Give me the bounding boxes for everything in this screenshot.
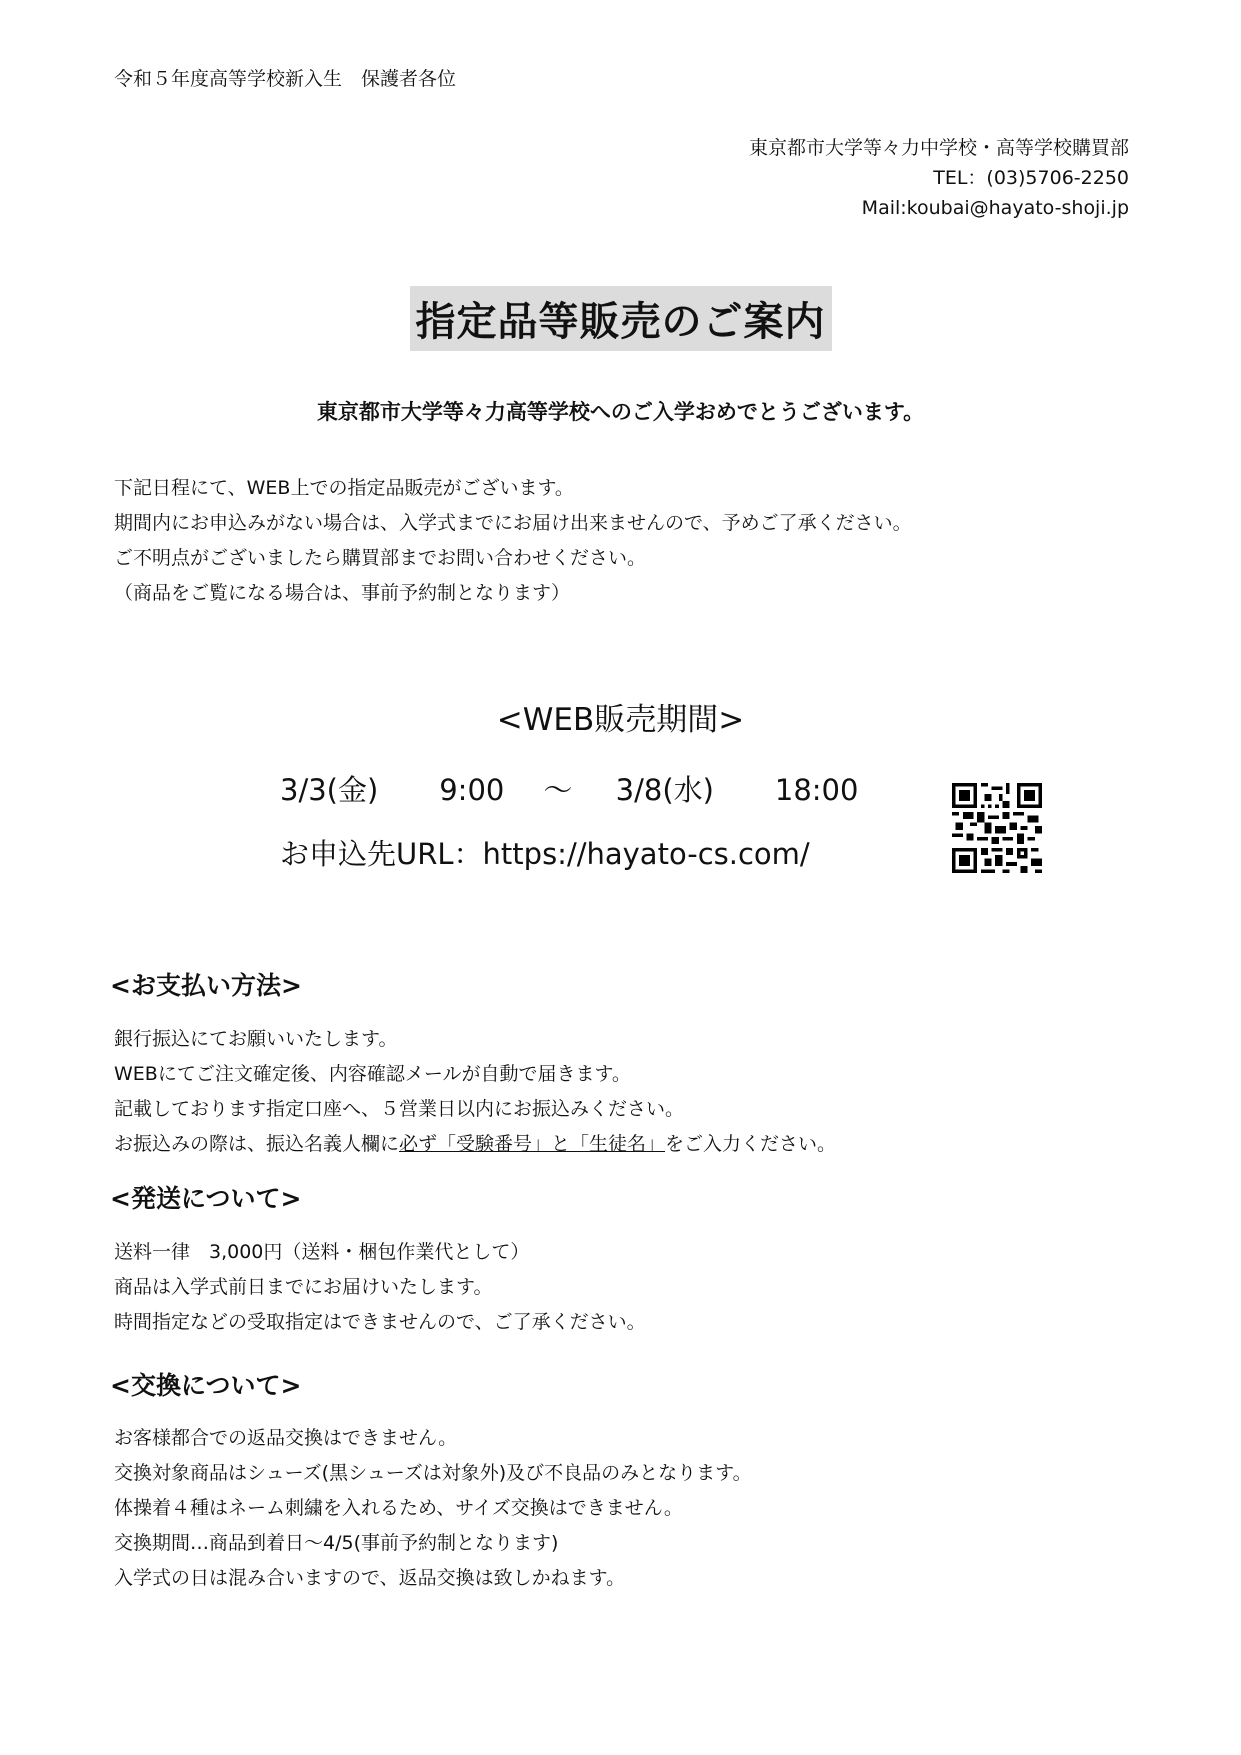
intro-line: 下記日程にて、WEB上での指定品販売がございます。 xyxy=(114,477,574,499)
start-date: 3/3(金) xyxy=(280,773,379,807)
web-sale-heading: <WEB販売期間> xyxy=(496,702,745,738)
title-wrap xyxy=(0,286,1241,351)
exchange-heading: <交換について> xyxy=(110,1371,302,1400)
exchange-line: 交換対象商品はシューズ(黒シューズは対象外)及び不良品のみとなります。 xyxy=(114,1462,752,1484)
sender-mail: Mail:koubai@hayato-shoji.jp xyxy=(861,197,1129,219)
payment-last-underlined: 必ず「受験番号」と「生徒名」 xyxy=(399,1133,666,1155)
sender-org: 東京都市大学等々力中学校・高等学校購買部 xyxy=(748,137,1129,159)
end-date: 3/8(水) xyxy=(615,773,714,807)
shipping-body xyxy=(114,1235,646,1340)
sender-tel: TEL：(03)5706-2250 xyxy=(933,167,1129,189)
payment-line-important xyxy=(114,1127,836,1162)
exchange-line: 体操着４種はネーム刺繍を入れるため、サイズ交換はできません。 xyxy=(114,1497,683,1519)
payment-line: WEBにてご注文確定後、内容確認メールが自動で届きます。 xyxy=(114,1063,631,1085)
payment-heading: <お支払い方法> xyxy=(110,971,302,1000)
exchange-line: 交換期間…商品到着日～4/5(事前予約制となります) xyxy=(114,1532,559,1554)
start-time: 9:00 xyxy=(439,773,505,807)
payment-line: 記載しております指定口座へ、５営業日以内にお振込みください。 xyxy=(114,1098,685,1120)
application-url-row xyxy=(280,832,810,873)
end-time: 18:00 xyxy=(774,773,859,807)
exchange-line: お客様都合での返品交換はできません。 xyxy=(114,1427,458,1449)
shipping-heading: <発送について> xyxy=(110,1184,302,1213)
period-tilde: ～ xyxy=(543,773,573,807)
sender-block xyxy=(749,133,1129,223)
congratulations-line: 東京都市大学等々力高等学校へのご入学おめでとうございます。 xyxy=(316,400,925,424)
intro-paragraph xyxy=(114,471,912,611)
payment-last-suffix: をご入力ください。 xyxy=(665,1133,837,1155)
shipping-line: 商品は入学式前日までにお届けいたします。 xyxy=(114,1276,493,1298)
shipping-line: 時間指定などの受取指定はできませんので、ご了承ください。 xyxy=(114,1311,646,1333)
intro-line: 期間内にお申込みがない場合は、入学式までにお届け出来ませんので、予めご了承ください。 xyxy=(114,512,912,534)
sale-period xyxy=(280,768,858,809)
url-label: お申込先URL： xyxy=(280,837,483,871)
exchange-line: 入学式の日は混み合いますので、返品交換は致しかねます。 xyxy=(114,1567,626,1589)
payment-line: 銀行振込にてお願いいたします。 xyxy=(114,1028,398,1050)
exchange-body xyxy=(114,1421,752,1596)
qr-code-icon[interactable] xyxy=(952,783,1042,873)
payment-body xyxy=(114,1022,836,1162)
intro-line: ご不明点がございましたら購買部までお問い合わせください。 xyxy=(114,547,647,569)
payment-last-prefix: お振込みの際は、振込名義人欄に xyxy=(114,1133,400,1155)
recipient-line: 令和５年度高等学校新入生 保護者各位 xyxy=(114,68,457,90)
page-title: 指定品等販売のご案内 xyxy=(410,286,832,351)
intro-line: （商品をご覧になる場合は、事前予約制となります） xyxy=(114,582,571,604)
application-url-link[interactable]: https://hayato-cs.com/ xyxy=(482,837,810,871)
shipping-line: 送料一律 3,000円（送料・梱包作業代として） xyxy=(114,1241,530,1263)
